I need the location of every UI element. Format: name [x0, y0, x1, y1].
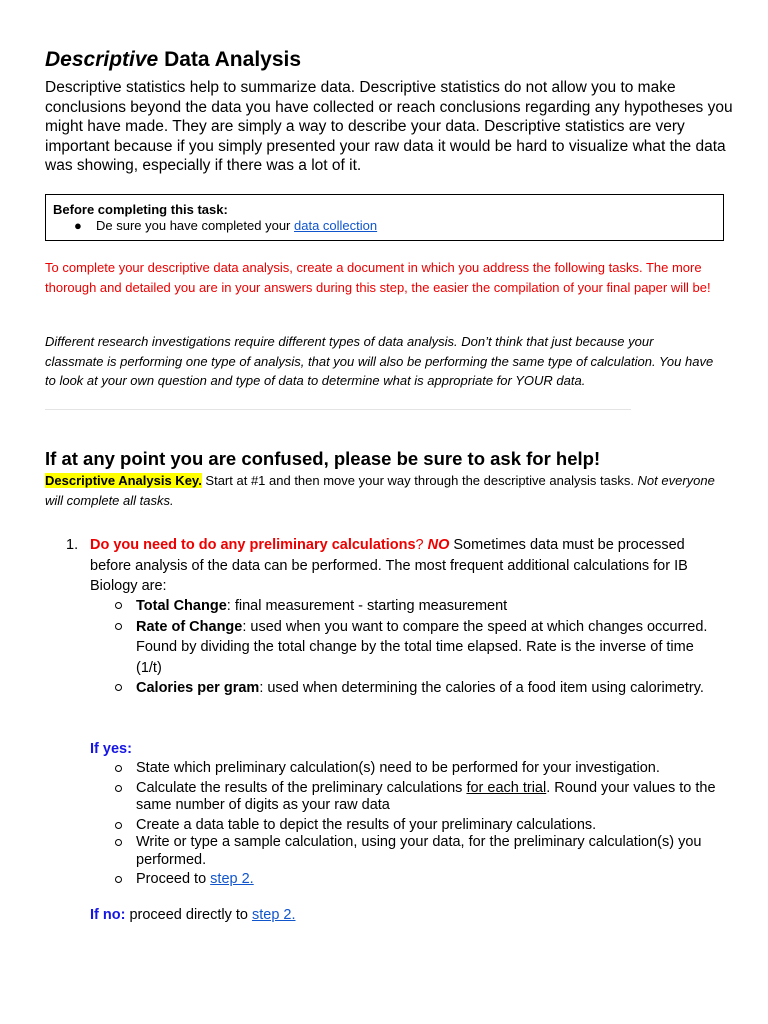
- if-no-text: proceed directly to: [125, 907, 252, 923]
- circle-bullet-icon: [115, 623, 122, 630]
- yes-item-text: State which preliminary calculation(s) need to be performed for your investigation.: [136, 760, 660, 776]
- data-collection-link[interactable]: data collection: [294, 218, 378, 233]
- circle-bullet-icon: [115, 876, 122, 883]
- if-yes-list: [136, 760, 726, 889]
- list-item: [136, 617, 721, 679]
- list-item: [136, 817, 726, 835]
- calculation-list: [136, 596, 721, 699]
- analysis-key-note: Not everyone will complete all tasks.: [45, 473, 715, 508]
- step-1-text: Sometimes data must be processed before analysis of the data can be performed. The most frequent additional calculations for IB Biology are:: [90, 537, 688, 594]
- calc-desc: : used when you want to compare the speed at which changes occurred. Found by dividing the total change by the total time elapsed. Rate is the inverse of time (1/t): [136, 618, 708, 676]
- calc-term: Total Change: [136, 598, 227, 614]
- circle-bullet-icon: [115, 684, 122, 691]
- circle-bullet-icon: [115, 785, 122, 792]
- prerequisite-item-text: De sure you have completed your: [96, 218, 294, 233]
- circle-bullet-icon: [115, 765, 122, 772]
- title-italic: Descriptive: [45, 48, 159, 71]
- list-item: [136, 780, 726, 815]
- calc-desc: : final measurement - starting measurement: [226, 598, 508, 614]
- calc-term: Rate of Change: [136, 618, 243, 635]
- list-item: [136, 760, 726, 778]
- step-1-answer: NO: [427, 537, 450, 553]
- yes-item-text: Proceed to: [136, 871, 211, 887]
- list-item: [136, 596, 721, 617]
- if-no-line: [90, 905, 296, 926]
- page-title: [45, 47, 301, 73]
- list-item: [136, 834, 726, 869]
- step-number: 1.: [66, 537, 79, 553]
- divider: [45, 409, 631, 410]
- yes-item-underline: for each trial: [466, 779, 547, 796]
- step-1-question: Do you need to do any preliminary calculations: [90, 537, 416, 553]
- prerequisite-item: [76, 216, 377, 236]
- title-rest: Data Analysis: [158, 48, 302, 71]
- yes-item-text: Create a data table to depict the results of your preliminary calculations.: [136, 816, 597, 833]
- intro-paragraph: Descriptive statistics help to summarize data. Descriptive statistics do not allow you to make conclusions beyond the data you have collected or reach conclusions regarding any hypotheses you might have made. They are simply a way to describe your data. Descriptive statistics are very important because if you simply presented your raw data it would be hard to visualize what the data was showing, especially if there was a lot of it.: [45, 79, 733, 174]
- list-item: [136, 871, 726, 889]
- yes-item-text: Write or type a sample calculation, using your data, for the preliminary calculation(s) you performed.: [136, 834, 702, 868]
- help-heading: If at any point you are confused, please be sure to ask for help!: [45, 448, 601, 469]
- circle-bullet-icon: [115, 839, 122, 846]
- red-instructions: To complete your descriptive data analysis, create a document in which you address the following tasks. The more thorough and detailed you are in your answers during this step, the easier the compilation of your final paper will be!: [45, 260, 711, 295]
- analysis-key-label: Descriptive Analysis Key.: [45, 473, 202, 488]
- prerequisite-heading: Before completing this task:: [53, 202, 228, 217]
- step-2-link[interactable]: step 2.: [251, 907, 296, 923]
- prerequisite-box: [45, 194, 724, 241]
- if-no-label: If no:: [90, 907, 126, 923]
- calc-desc: : used when determining the calories of a food item using calorimetry.: [259, 680, 704, 696]
- bullet-icon: ●: [74, 218, 82, 233]
- list-item: [136, 678, 721, 699]
- step-1-qmark: ?: [415, 537, 428, 553]
- step-1-intro: [90, 535, 725, 597]
- circle-bullet-icon: [115, 822, 122, 829]
- italic-note: Different research investigations require different types of data analysis. Don’t think that just because your classmate is performing one type of analysis, that you will also be performing the same type of calculation. You have to look at your own question and type of data to determine what is appropriate for YOUR data.: [45, 334, 714, 388]
- yes-item-text: Calculate the results of the preliminary calculations: [136, 779, 467, 796]
- analysis-key-text: Start at #1 and then move your way through the descriptive analysis tasks.: [201, 473, 638, 488]
- calc-term: Calories per gram: [136, 680, 260, 696]
- if-yes-label: If yes:: [90, 741, 132, 757]
- yes-item-text: . Round your values to the same number of digits as your raw data: [136, 779, 716, 813]
- analysis-key: [45, 471, 725, 510]
- step-2-link[interactable]: step 2.: [210, 871, 254, 887]
- circle-bullet-icon: [115, 602, 122, 609]
